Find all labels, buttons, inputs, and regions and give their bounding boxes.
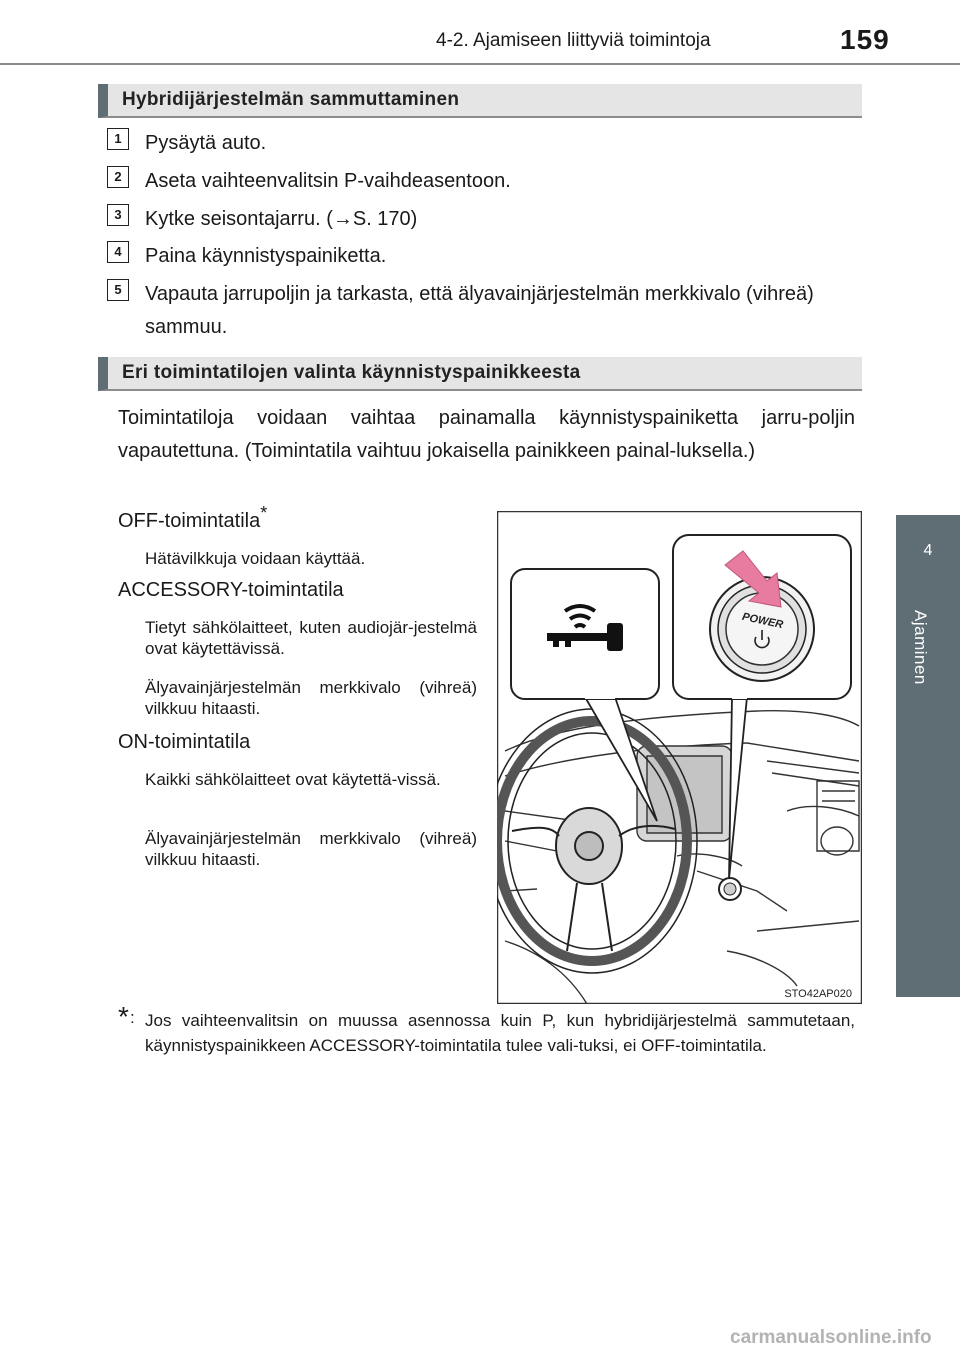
mode-description: Älyavainjärjestelmän merkkivalo (vihreä) vilkkuu hitaasti. [145,678,477,718]
step-text: Paina käynnistyspainiketta. [145,245,387,267]
step-number: 4 [107,241,129,263]
mode-title-off [118,503,268,533]
watermark: carmanualsonline.info [730,1327,932,1348]
step-number: 3 [107,204,129,226]
mode-title-text: OFF-toimintatila [118,510,261,532]
chapter-label: Ajaminen [911,610,930,685]
section-title: Hybridijärjestelmän sammuttaminen [122,89,460,110]
chapter-number: 4 [923,542,933,559]
step-number: 2 [107,166,129,188]
step-text: Pysäytä auto. [145,132,267,154]
step-number: 1 [107,128,129,150]
step-text: Vapauta jarrupoljin ja tarkasta, että älyavainjärjestelmän merkkivalo (vihreä) sammuu. [145,283,814,338]
page-number: 159 [840,24,890,55]
chapter-tab [896,515,960,997]
section-header-modes [98,357,862,391]
footnote-marker: * [260,503,268,523]
power-button-illustration [497,511,862,1004]
illustration-code: STO42AP020 [784,988,852,1000]
intro-paragraph: Toimintatiloja voidaan vaihtaa painamalla käynnistyspainiketta jarru-poljin vapautettuna. (Toimintatila vaihtuu jokaisella painikkeen painal-luksella.) [118,407,855,462]
running-header: 4-2. Ajamiseen liittyviä toimintoja [436,30,711,51]
mode-description: Tietyt sähkölaitteet, kuten audiojär-jestelmä ovat käytettävissä. [145,618,477,658]
power-button-label: POWER [741,610,785,632]
step-number: 5 [107,279,129,301]
mode-description: Älyavainjärjestelmän merkkivalo (vihreä) vilkkuu hitaasti. [145,829,477,869]
section-title: Eri toimintatilojen valinta käynnistyspainikkeesta [122,362,581,383]
footnote-text: Jos vaihteenvalitsin on muussa asennossa kuin P, kun hybridijärjestelmä sammutetaan, käynnistyspainikkeen ACCESSORY-toimintatila tulee vali-tuksi, ei OFF-toimintatila. [145,1011,855,1055]
header-rule [0,63,960,65]
mode-title-accessory: ACCESSORY-toimintatila [118,579,344,601]
footnote-colon: : [130,1008,135,1027]
mode-title-on: ON-toimintatila [118,731,251,753]
mode-description: Hätävilkkuja voidaan käyttää. [145,549,366,568]
footnote-mark: * [118,1001,129,1032]
section-header-shutdown [98,84,862,118]
mode-description: Kaikki sähkölaitteet ovat käytettä-vissä. [145,770,441,789]
step-text: Aseta vaihteenvalitsin P-vaihdeasentoon. [145,170,511,192]
step-text: Kytke seisontajarru. (→S. 170) [145,208,418,230]
